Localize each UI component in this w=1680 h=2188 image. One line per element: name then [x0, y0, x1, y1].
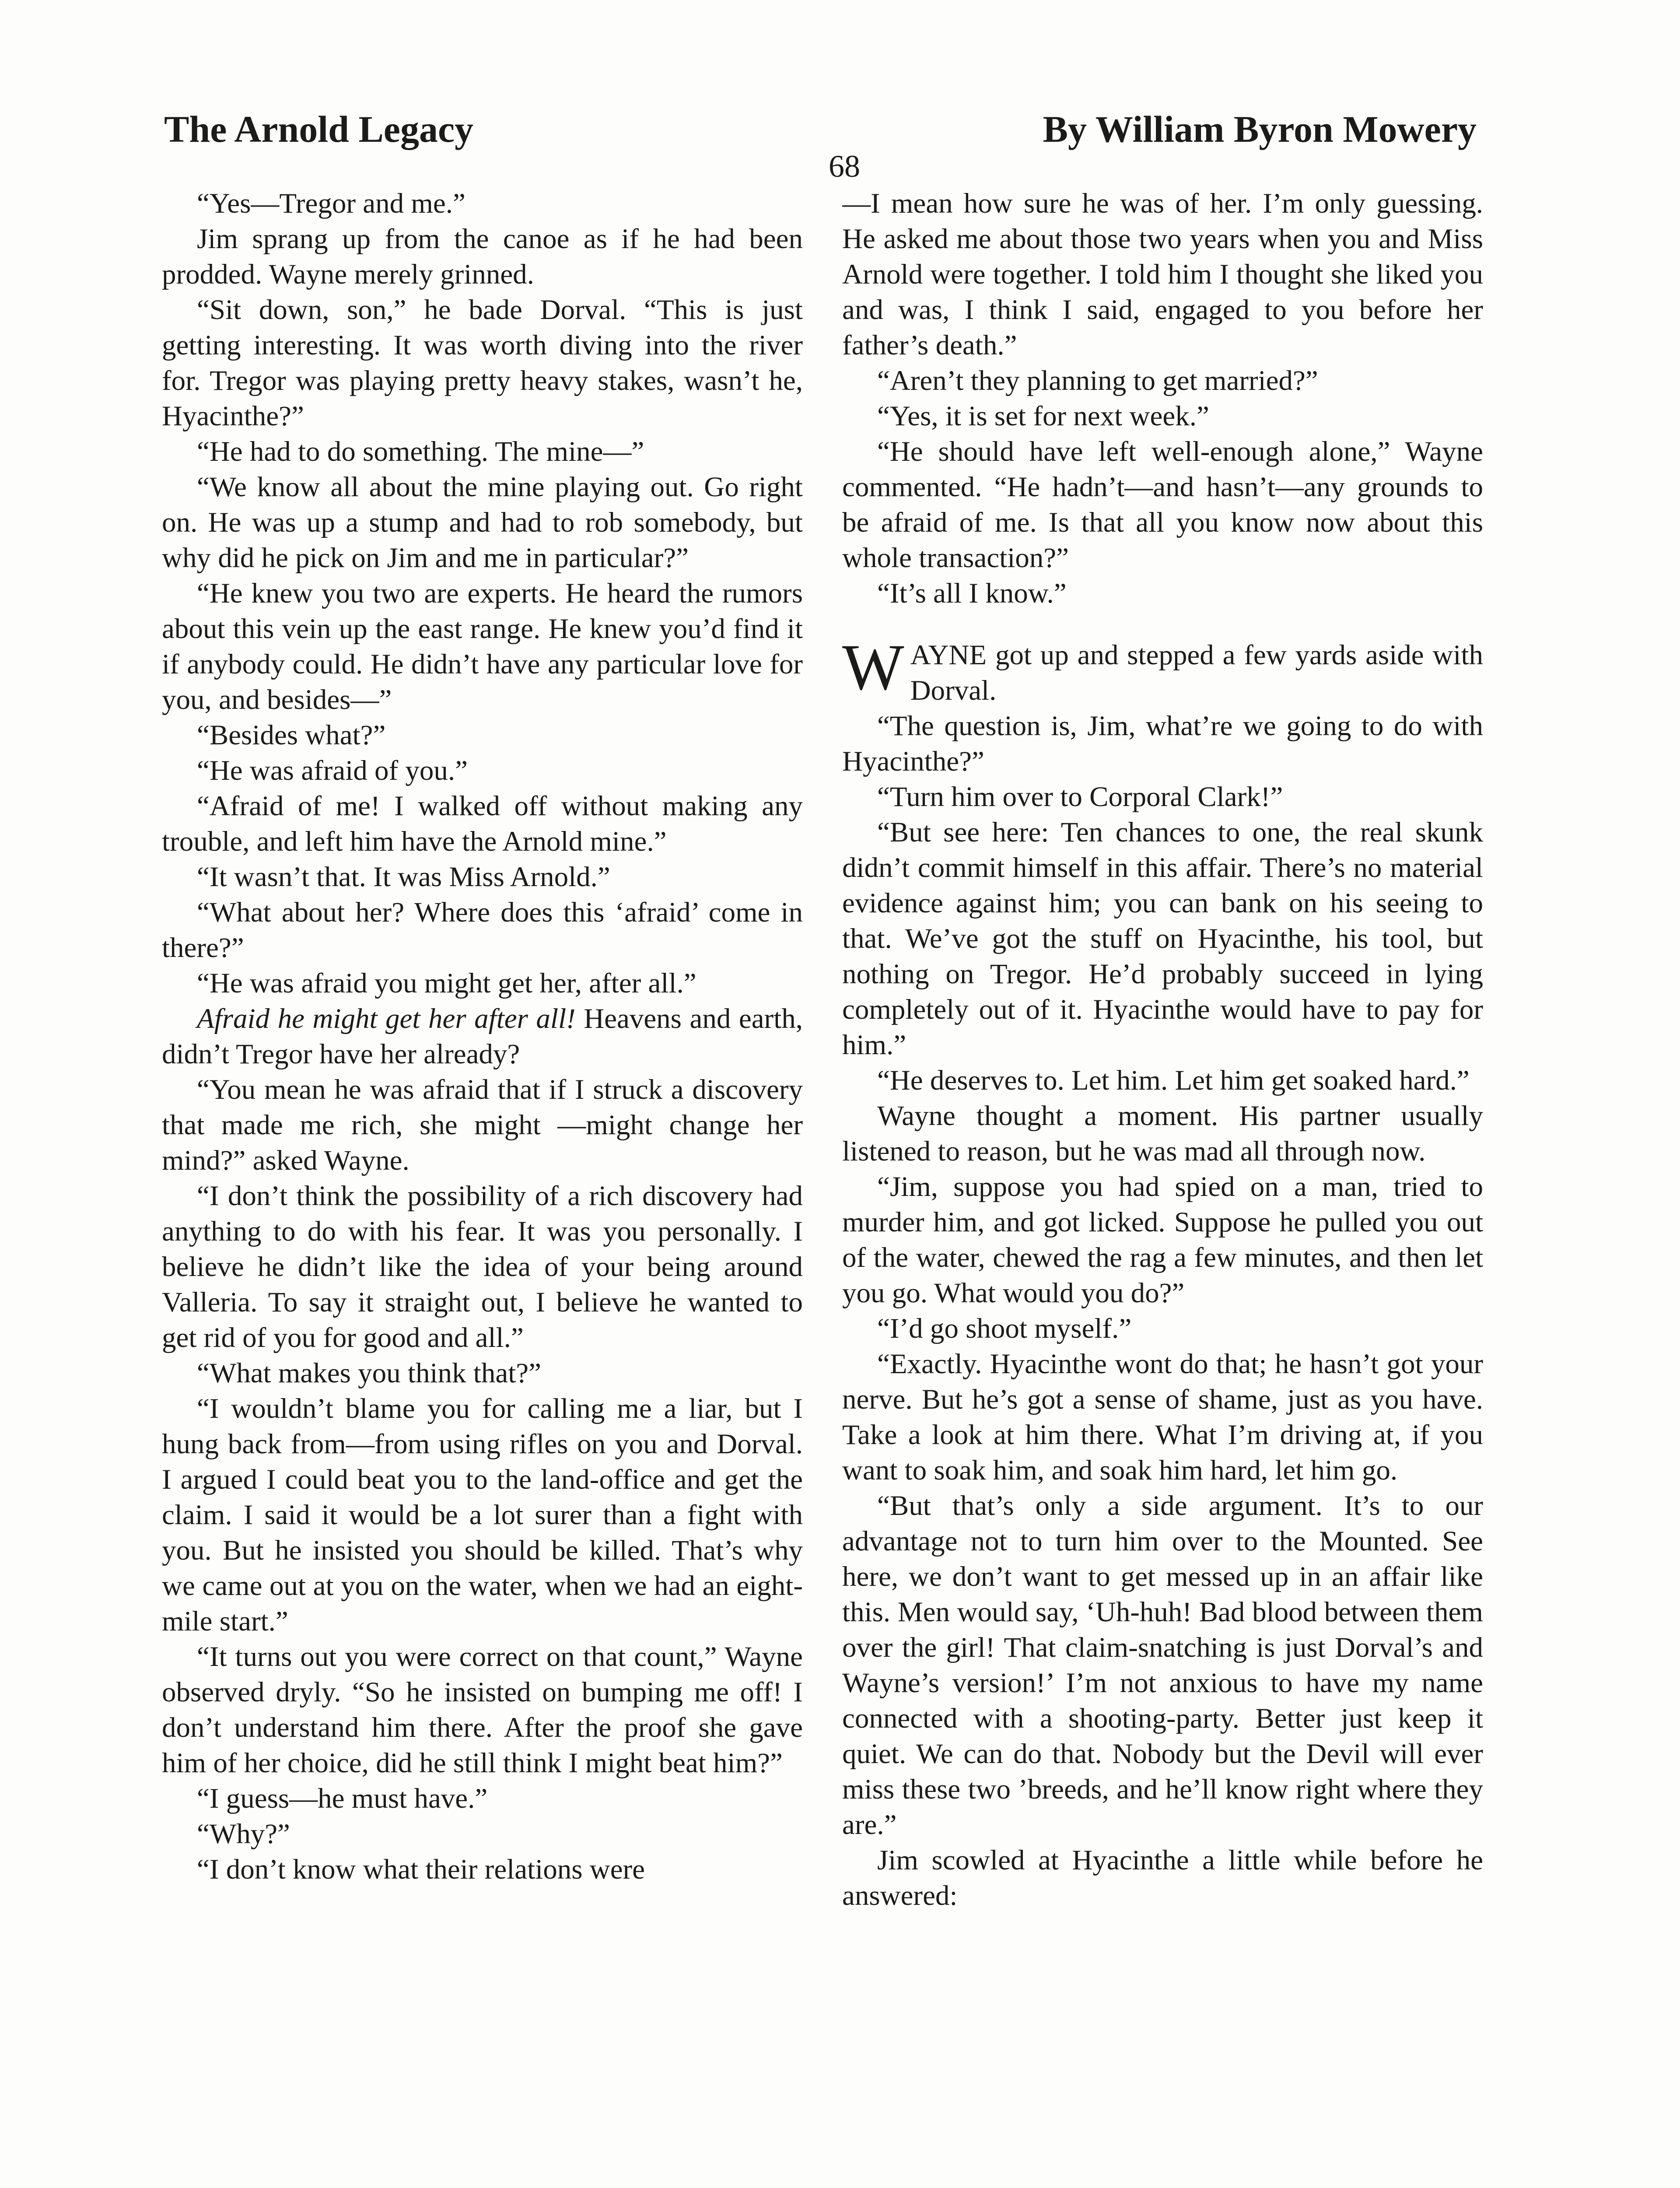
paragraph-text: “Sit down, son,” he bade Dorval. “This is just getting interesting. It was worth diving into the river for. Tregor was playing pretty heavy stakes, wasn’t he, Hyacinthe?”: [162, 294, 803, 432]
paragraph-text: Wayne thought a moment. His partner usually listened to reason, but he was mad all through now.: [842, 1100, 1483, 1167]
story-title: The Arnold Legacy: [164, 108, 474, 150]
paragraph: [842, 1346, 1483, 1488]
paragraph-text: “What about her? Where does this ‘afraid’ come in there?”: [162, 897, 803, 964]
paragraph-text: “He knew you two are experts. He heard the rumors about this vein up the east range. He knew you’d find it if anybody could. He didn’t have any particular love for you, and besides—”: [162, 578, 803, 715]
paragraph: [162, 1178, 803, 1356]
paragraph: [162, 434, 803, 470]
paragraph-text: “He deserves to. Let him. Let him get soaked hard.”: [877, 1065, 1470, 1096]
paragraph-text: “He was afraid you might get her, after all.”: [197, 968, 696, 999]
paragraph: [162, 859, 803, 895]
left-text-column: [162, 186, 803, 2188]
paragraph-text: “Why?”: [197, 1818, 290, 1850]
paragraph: [842, 1488, 1483, 1843]
paragraph-text: “What makes you think that?”: [197, 1357, 541, 1389]
paragraph: [162, 1852, 803, 1887]
author-byline: By William Byron Mowery: [1043, 108, 1477, 150]
paragraph: [842, 1063, 1483, 1098]
paragraph: [842, 363, 1483, 399]
paragraph-text: “Yes, it is set for next week.”: [877, 400, 1209, 432]
paragraph: [842, 399, 1483, 434]
paragraph-text: “He was afraid of you.”: [197, 755, 468, 786]
paragraph: [162, 753, 803, 789]
paragraph: [162, 186, 803, 221]
paragraph-text: “It wasn’t that. It was Miss Arnold.”: [197, 861, 610, 893]
paragraph-text: —I mean how sure he was of her. I’m only guessing. He asked me about those two years when you and Miss Arnold were together. I told him I thought she liked you and was, I think I said, engaged to you before her father’s death.”: [842, 188, 1483, 361]
paragraph: [842, 815, 1483, 1063]
paragraph-text: Jim sprang up from the canoe as if he had been prodded. Wayne merely grinned.: [162, 223, 803, 290]
paragraph-text: “I don’t think the possibility of a rich discovery had anything to do with his fear. It was you personally. I believe he didn’t like the idea of your being around Valleria. To say it straight out, I believe he wanted to get rid of you for good and all.”: [162, 1180, 803, 1353]
paragraph-text: “Turn him over to Corporal Clark!”: [877, 781, 1283, 813]
paragraph: [842, 708, 1483, 779]
paragraph: [162, 1781, 803, 1816]
paragraph-text: “But that’s only a side argument. It’s to our advantage not to turn him over to the Mounted. See here, we don’t want to get messed up in an affair like this. Men would say, ‘Uh-huh! Bad blood between them over the girl! That claim-snatching is just Dorval’s and Wayne’s version!’ I’m not anxious to have my name connected with a shooting-party. Better just keep it quiet. We can do that. Nobody but the Devil will ever miss these two ’breeds, and he’ll know right where they are.”: [842, 1490, 1483, 1841]
paragraph-text: “Jim, suppose you had spied on a man, tried to murder him, and got licked. Suppose he pulled you out of the water, chewed the rag a few minutes, and then let you go. What would you do?”: [842, 1171, 1483, 1309]
paragraph: [162, 966, 803, 1001]
paragraph-text: “I’d go shoot myself.”: [877, 1313, 1132, 1344]
page-number: 68: [829, 149, 860, 184]
paragraph: [842, 779, 1483, 815]
paragraph: [162, 789, 803, 859]
paragraph-text: “I don’t know what their relations were: [197, 1854, 645, 1885]
paragraph: [162, 221, 803, 292]
paragraph-text: “We know all about the mine playing out. Go right on. He was up a stump and had to rob somebody, but why did he pick on Jim and me in particular?”: [162, 471, 803, 574]
paragraph-text: “Besides what?”: [197, 719, 386, 751]
paragraph-text: “It’s all I know.”: [877, 578, 1067, 609]
paragraph: [162, 895, 803, 966]
paragraph: [842, 1843, 1483, 1914]
paragraph-text: Jim scowled at Hyacinthe a little while before he answered:: [842, 1844, 1483, 1911]
drop-cap: W: [842, 631, 904, 704]
paragraph-text: “But see here: Ten chances to one, the real skunk didn’t commit himself in this affair. There’s no material evidence against him; you can bank on his seeing to that. We’ve got the stuff on Hyacinthe, his tool, but nothing on Tregor. He’d probably succeed in lying completely out of it. Hyacinthe would have to pay for him.”: [842, 817, 1483, 1061]
paragraph: [842, 434, 1483, 576]
paragraph: [842, 186, 1483, 363]
paragraph-continuation: Heavens and earth, didn’t Tregor have her already?: [162, 1003, 803, 1070]
paragraph-text: “It turns out you were correct on that count,” Wayne observed dryly. “So he insisted on bumping me off! I don’t understand him there. After the proof she gave him of her choice, did he still think I might beat him?”: [162, 1641, 803, 1779]
paragraph-text: Afraid he might get her after all!: [197, 1003, 576, 1034]
paragraph: [162, 1001, 803, 1072]
paragraph: [842, 1169, 1483, 1311]
paragraph: [162, 292, 803, 434]
paragraph: [162, 1391, 803, 1639]
paragraph: [162, 1816, 803, 1852]
paragraph: [842, 576, 1483, 611]
paragraph-text: “Exactly. Hyacinthe wont do that; he hasn’t got your nerve. But he’s got a sense of shame, just as you have. Take a look at him there. What I’m driving at, if you want to soak him, and soak him hard, let him go.: [842, 1348, 1483, 1486]
paragraph: [842, 1311, 1483, 1346]
paragraph-text: “He should have left well-enough alone,” Wayne commented. “He hadn’t—and hasn’t—any grounds to be afraid of me. Is that all you know now about this whole transaction?”: [842, 436, 1483, 574]
paragraph-text: “He had to do something. The mine—”: [197, 436, 644, 467]
paragraph: [842, 631, 1483, 708]
paragraph-text: “I wouldn’t blame you for calling me a liar, but I hung back from—from using rifles on you and Dorval. I argued I could beat you to the land-office and get the claim. I said it would be a lot surer than a fight with you. But he insisted you should be killed. That’s why we came out at you on the water, when we had an eight-mile start.”: [162, 1393, 803, 1637]
paragraph: [162, 1639, 803, 1781]
paragraph-text: “The question is, Jim, what’re we going to do with Hyacinthe?”: [842, 710, 1483, 777]
paragraph: [162, 576, 803, 718]
paragraph: [842, 1098, 1483, 1169]
paragraph: [162, 718, 803, 753]
paragraph-text: “You mean he was afraid that if I struck a discovery that made me rich, she might —might change her mind?” asked Wayne.: [162, 1074, 803, 1176]
paragraph-text: “Aren’t they planning to get married?”: [877, 365, 1318, 396]
paragraph-text: AYNE got up and stepped a few yards aside with Dorval.: [910, 639, 1483, 706]
paragraph-text: “Afraid of me! I walked off without making any trouble, and left him have the Arnold mine.”: [162, 790, 803, 857]
paragraph: [162, 1072, 803, 1178]
paragraph-text: “I guess—he must have.”: [197, 1783, 488, 1814]
paragraph: [162, 470, 803, 576]
paragraph: [162, 1356, 803, 1391]
paragraph-text: “Yes—Tregor and me.”: [197, 188, 466, 219]
right-text-column: [842, 186, 1483, 2188]
